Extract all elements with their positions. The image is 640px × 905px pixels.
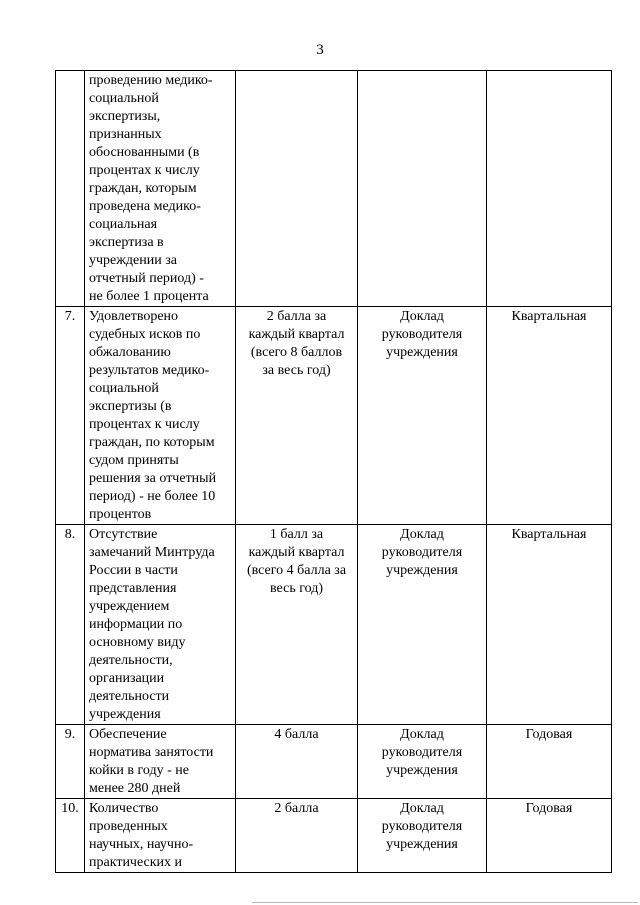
row-number: 7. [56, 307, 85, 525]
row-number: 8. [56, 525, 85, 725]
table-row [56, 725, 612, 799]
source-text [358, 71, 487, 307]
row-number [56, 71, 85, 307]
score-text: 2 балла [236, 799, 358, 873]
criterion-text: Количество проведенных научных, научно- практических и [85, 799, 236, 873]
criterion-text: Обеспечение норматива занятости койки в году - не менее 280 дней [85, 725, 236, 799]
criterion-text: Удовлетворено судебных исков по обжалованию результатов медико- социальной экспертизы (в процентах к числу граждан, по которым судом приняты решения за отчетный период) - не более 10 процентов [85, 307, 236, 525]
source-text: Доклад руководителя учреждения [358, 725, 487, 799]
source-text: Доклад руководителя учреждения [358, 799, 487, 873]
source-text: Доклад руководителя учреждения [358, 307, 487, 525]
table-row [56, 799, 612, 873]
period-text: Квартальная [487, 525, 612, 725]
score-text: 1 балл за каждый квартал (всего 4 балла за весь год) [236, 525, 358, 725]
criterion-text: проведению медико- социальной экспертизы, признанных обоснованными (в процентах к числу граждан, которым проведена медико- социальная экспертиза в учреждении за отчетный период) - не более 1 процента [85, 71, 236, 307]
row-number: 9. [56, 725, 85, 799]
criterion-text: Отсутствие замечаний Минтруда России в части представления учреждением информации по основному виду деятельности, организации деятельности учреждения [85, 525, 236, 725]
period-text: Квартальная [487, 307, 612, 525]
score-text: 4 балла [236, 725, 358, 799]
table-row [56, 307, 612, 525]
table-row [56, 71, 612, 307]
table-row [56, 525, 612, 725]
scan-edge-line [252, 902, 638, 903]
period-text [487, 71, 612, 307]
source-text: Доклад руководителя учреждения [358, 525, 487, 725]
row-number: 10. [56, 799, 85, 873]
period-text: Годовая [487, 799, 612, 873]
period-text: Годовая [487, 725, 612, 799]
page-number: 3 [316, 42, 324, 58]
score-text [236, 71, 358, 307]
score-text: 2 балла за каждый квартал (всего 8 баллов за весь год) [236, 307, 358, 525]
criteria-table [55, 70, 612, 873]
